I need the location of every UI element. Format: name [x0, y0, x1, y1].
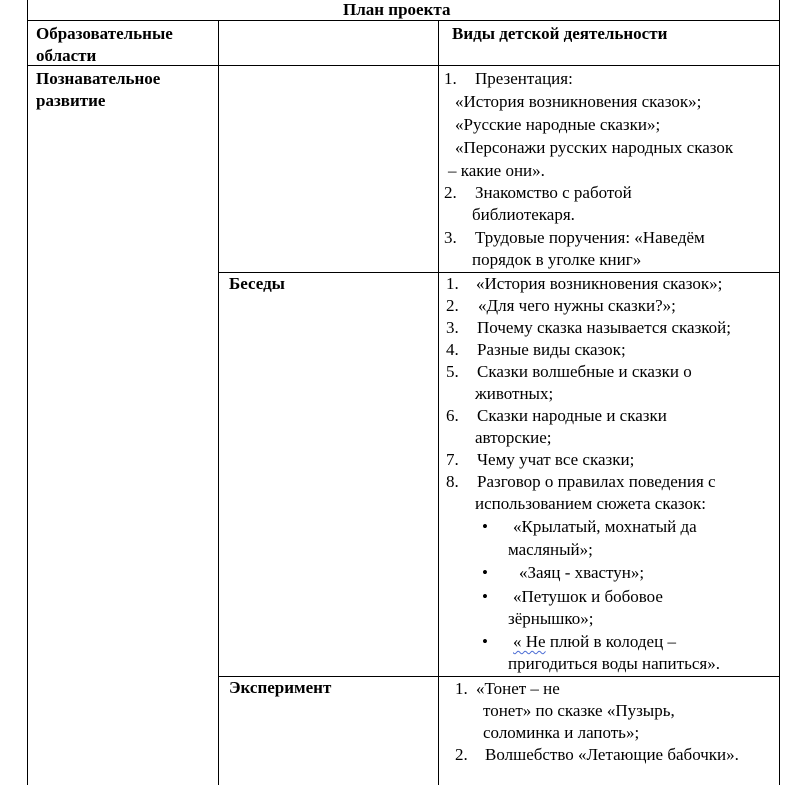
besedy-label: Беседы — [229, 274, 285, 293]
list-item: Знакомство с работой — [475, 183, 632, 202]
list-number: 2. — [455, 745, 468, 764]
list-item — [513, 631, 676, 653]
list-number: 6. — [446, 406, 459, 425]
table-border-left — [27, 0, 28, 785]
list-item: животных; — [475, 384, 554, 403]
list-number: 2. — [444, 183, 457, 202]
list-item: «Русские народные сказки»; — [455, 115, 661, 134]
list-item: «История возникновения сказок»; — [455, 92, 702, 111]
list-item: Разные виды сказок; — [477, 340, 626, 359]
header-areas-2: области — [36, 46, 97, 65]
list-number: 1. — [455, 679, 468, 698]
list-item: авторские; — [475, 428, 552, 447]
list-item: порядок в уголке книг» — [472, 250, 642, 269]
row-divider-header — [27, 65, 780, 66]
list-item: «Заяц - хвастун»; — [519, 563, 645, 582]
list-item: библиотекаря. — [472, 205, 575, 224]
table-border-right — [779, 0, 780, 785]
table-title: План проекта — [343, 0, 451, 19]
header-areas: Образовательные — [36, 24, 173, 43]
list-item: пригодиться воды напиться». — [508, 654, 720, 673]
list-item: «Петушок и бобовое — [513, 587, 663, 606]
list-item-rest: плюй в колодец – — [545, 632, 676, 651]
list-item: «Тонет – не — [476, 679, 560, 698]
list-item: Трудовые поручения: «Наведём — [475, 228, 705, 247]
area-name-2: развитие — [36, 91, 106, 110]
column-divider-2 — [438, 20, 439, 785]
list-item: «Для чего нужны сказки?»; — [478, 296, 676, 315]
bullet-icon: • — [482, 587, 488, 606]
list-item: «Персонажи русских народных сказок — [455, 138, 734, 157]
list-item: Презентация: — [475, 69, 573, 88]
list-number: 5. — [446, 362, 459, 381]
list-number: 1. — [444, 69, 457, 88]
list-item: Разговор о правилах поведения с — [477, 472, 716, 491]
list-item: Сказки волшебные и сказки о — [477, 362, 692, 381]
list-number: 3. — [446, 318, 459, 337]
header-activities: Виды детской деятельности — [452, 24, 668, 43]
list-item: «Крылатый, мохнатый да — [513, 517, 697, 536]
list-number: 3. — [444, 228, 457, 247]
list-item: масляный»; — [508, 540, 593, 559]
list-item: использованием сюжета сказок: — [475, 494, 706, 513]
bullet-icon: • — [482, 563, 488, 582]
list-item: тонет» по сказке «Пузырь, — [483, 701, 675, 720]
column-divider-1 — [218, 20, 219, 785]
bullet-icon: • — [482, 632, 488, 651]
list-item: Волшебство «Летающие бабочки». — [485, 745, 739, 764]
list-item: зёрнышко»; — [508, 609, 594, 628]
list-item: Сказки народные и сказки — [477, 406, 667, 425]
list-number: 8. — [446, 472, 459, 491]
list-number: 2. — [446, 296, 459, 315]
list-number: 4. — [446, 340, 459, 359]
bullet-icon: • — [482, 517, 488, 536]
area-name: Познавательное — [36, 69, 161, 88]
spellcheck-word: « Не — [513, 632, 546, 651]
list-item: соломинка и лапоть»; — [483, 723, 640, 742]
list-item: «История возникновения сказок»; — [476, 274, 723, 293]
list-number: 1. — [446, 274, 459, 293]
list-item: Почему сказка называется сказкой; — [477, 318, 731, 337]
list-item: Чему учат все сказки; — [477, 450, 635, 469]
list-number: 7. — [446, 450, 459, 469]
experiment-label: Эксперимент — [229, 678, 332, 697]
list-item: – какие они». — [448, 161, 545, 180]
